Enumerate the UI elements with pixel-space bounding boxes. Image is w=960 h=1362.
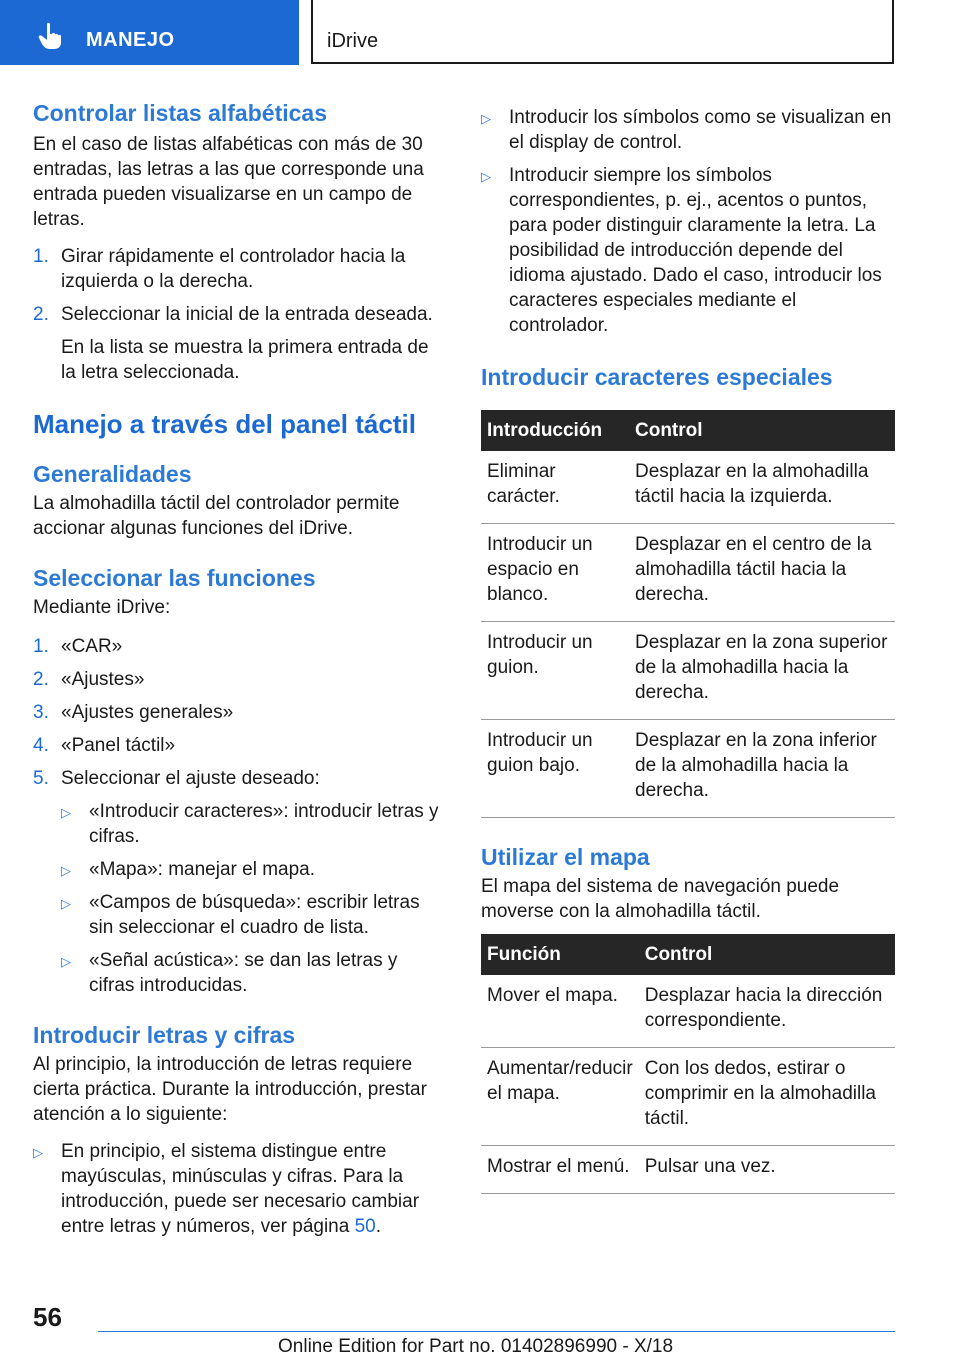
table-cell: Pulsar una vez. <box>639 1146 895 1194</box>
triangle-bullet-icon: ▷ <box>61 954 71 969</box>
list-item <box>33 890 448 940</box>
table-cell: Introducir un espacio en blanco. <box>481 524 629 622</box>
table-cell: Aumentar/reducir el mapa. <box>481 1048 639 1146</box>
chapter-label: iDrive <box>327 30 379 52</box>
hand-pointer-icon <box>38 22 64 50</box>
list-item <box>33 733 448 758</box>
table-cell: Introducir un guion. <box>481 622 629 720</box>
step-text: «CAR» <box>61 636 123 657</box>
triangle-bullet-icon: ▷ <box>61 805 71 820</box>
list-item <box>33 857 448 882</box>
paragraph-general: La almohadilla táctil del controlador permite accionar algunas funciones del iDrive. <box>33 493 400 539</box>
table-cell: Desplazar en la almohadilla táctil hacia la izquierda. <box>629 451 895 524</box>
table-header-row <box>481 410 895 451</box>
list-item <box>33 1139 448 1239</box>
list-item <box>481 105 895 155</box>
heading-letters-numbers: Introducir letras y cifras <box>33 1022 296 1048</box>
page-link[interactable]: 50 <box>354 1216 376 1237</box>
bullet-text: En principio, el sistema distingue entre mayúsculas, minúsculas y cifras. Para la introducción, puede ser necesario cambiar entre letras y números, ver página <box>61 1141 420 1237</box>
heading-select-functions: Seleccionar las funciones <box>33 565 316 591</box>
bullet-end: . <box>375 1216 382 1237</box>
sub-item-text: «Mapa»: manejar el mapa. <box>89 859 316 880</box>
table-cell: Desplazar en la zona superior de la almohadilla hacia la derecha. <box>629 622 895 720</box>
triangle-bullet-icon: ▷ <box>61 863 71 878</box>
step-text: «Ajustes» <box>61 669 145 690</box>
table-row <box>481 720 895 818</box>
step-text: Girar rápidamente el controlador hacia la izquierda o la derecha. <box>61 246 406 292</box>
triangle-bullet-icon: ▷ <box>61 896 71 911</box>
heading-special-characters: Introducir caracteres especiales <box>481 364 833 390</box>
list-item <box>33 700 448 725</box>
page-number: 56 <box>33 1302 62 1332</box>
step-text: «Ajustes generales» <box>61 702 234 723</box>
table-row <box>481 451 895 524</box>
heading-touchpad: Manejo a través del panel táctil <box>33 409 416 439</box>
column-header: Control <box>639 934 895 975</box>
triangle-bullet-icon: ▷ <box>481 111 491 126</box>
list-item <box>33 302 448 327</box>
bullet-text: Introducir los símbolos como se visualizan en el display de control. <box>509 107 892 153</box>
table-row <box>481 975 895 1048</box>
step-note: En la lista se muestra la primera entrada de la letra seleccionada. <box>61 337 429 383</box>
paragraph-alphabetic-lists: En el caso de listas alfabéticas con más de 30 entradas, las letras a las que corresponde una entrada pueden visualizarse en un campo de letras. <box>33 134 424 230</box>
list-item <box>33 948 448 998</box>
heading-alphabetic-lists: Controlar listas alfabéticas <box>33 100 327 126</box>
step-number: 2. <box>33 304 49 325</box>
step-text: Seleccionar el ajuste deseado: <box>61 768 320 789</box>
step-text: Seleccionar la inicial de la entrada deseada. <box>61 304 433 325</box>
select-steps <box>33 634 448 998</box>
sub-item-text: «Señal acústica»: se dan las letras y cifras introducidas. <box>89 950 398 996</box>
table-cell: Desplazar en el centro de la almohadilla táctil hacia la derecha. <box>629 524 895 622</box>
table-cell: Introducir un guion bajo. <box>481 720 629 818</box>
list-item <box>33 634 448 659</box>
table-cell: Desplazar hacia la dirección correspondiente. <box>639 975 895 1048</box>
step-number: 2. <box>33 669 49 690</box>
sub-item-text: «Introducir caracteres»: introducir letras y cifras. <box>89 801 439 847</box>
step-number: 4. <box>33 735 49 756</box>
table-cell: Con los dedos, estirar o comprimir en la almohadilla táctil. <box>639 1048 895 1146</box>
table-cell: Mostrar el menú. <box>481 1146 639 1194</box>
special-characters-table <box>481 410 895 818</box>
list-item <box>33 667 448 692</box>
step-number: 1. <box>33 246 49 267</box>
chapter-header <box>311 0 894 64</box>
bullet-text: Introducir siempre los símbolos correspondientes, p. ej., acentos o puntos, para poder distinguir claramente la letra. La posibilidad de introducción depende del idioma ajustado. Dado el caso, introducir los caracteres especiales mediante el controlador. <box>509 165 882 336</box>
triangle-bullet-icon: ▷ <box>33 1145 43 1160</box>
section-tab[interactable] <box>0 0 299 65</box>
list-item <box>33 799 448 849</box>
table-row <box>481 1146 895 1194</box>
heading-use-map: Utilizar el mapa <box>481 844 650 870</box>
alpha-steps <box>33 244 448 385</box>
table-header-row <box>481 934 895 975</box>
footer-divider <box>98 1331 895 1332</box>
list-item <box>33 244 448 294</box>
table-row <box>481 1048 895 1146</box>
triangle-bullet-icon: ▷ <box>481 169 491 184</box>
list-item <box>33 766 448 791</box>
map-table <box>481 934 895 1194</box>
section-label: MANEJO <box>86 29 175 51</box>
sub-item-text: «Campos de búsqueda»: escribir letras sin seleccionar el cuadro de lista. <box>89 892 420 938</box>
column-header: Control <box>629 410 895 451</box>
table-cell: Desplazar en la zona inferior de la almohadilla hacia la derecha. <box>629 720 895 818</box>
left-column <box>33 98 448 1239</box>
step-number: 3. <box>33 702 49 723</box>
column-header: Introducción <box>481 410 629 451</box>
paragraph-map: El mapa del sistema de navegación puede moverse con la almohadilla táctil. <box>481 876 840 922</box>
step-number: 5. <box>33 768 49 789</box>
right-column <box>481 98 895 1194</box>
paragraph-letters: Al principio, la introducción de letras requiere cierta práctica. Durante la introducción, prestar atención a lo siguiente: <box>33 1054 427 1125</box>
list-item <box>481 163 895 338</box>
paragraph-select: Mediante iDrive: <box>33 597 171 618</box>
table-cell: Eliminar carácter. <box>481 451 629 524</box>
table-row <box>481 524 895 622</box>
table-row <box>481 622 895 720</box>
step-number: 1. <box>33 636 49 657</box>
step-text: «Panel táctil» <box>61 735 176 756</box>
heading-general: Generalidades <box>33 461 192 487</box>
column-header: Función <box>481 934 639 975</box>
table-cell: Mover el mapa. <box>481 975 639 1048</box>
footer-edition: Online Edition for Part no. 01402896990 - X/18 <box>278 1336 674 1357</box>
